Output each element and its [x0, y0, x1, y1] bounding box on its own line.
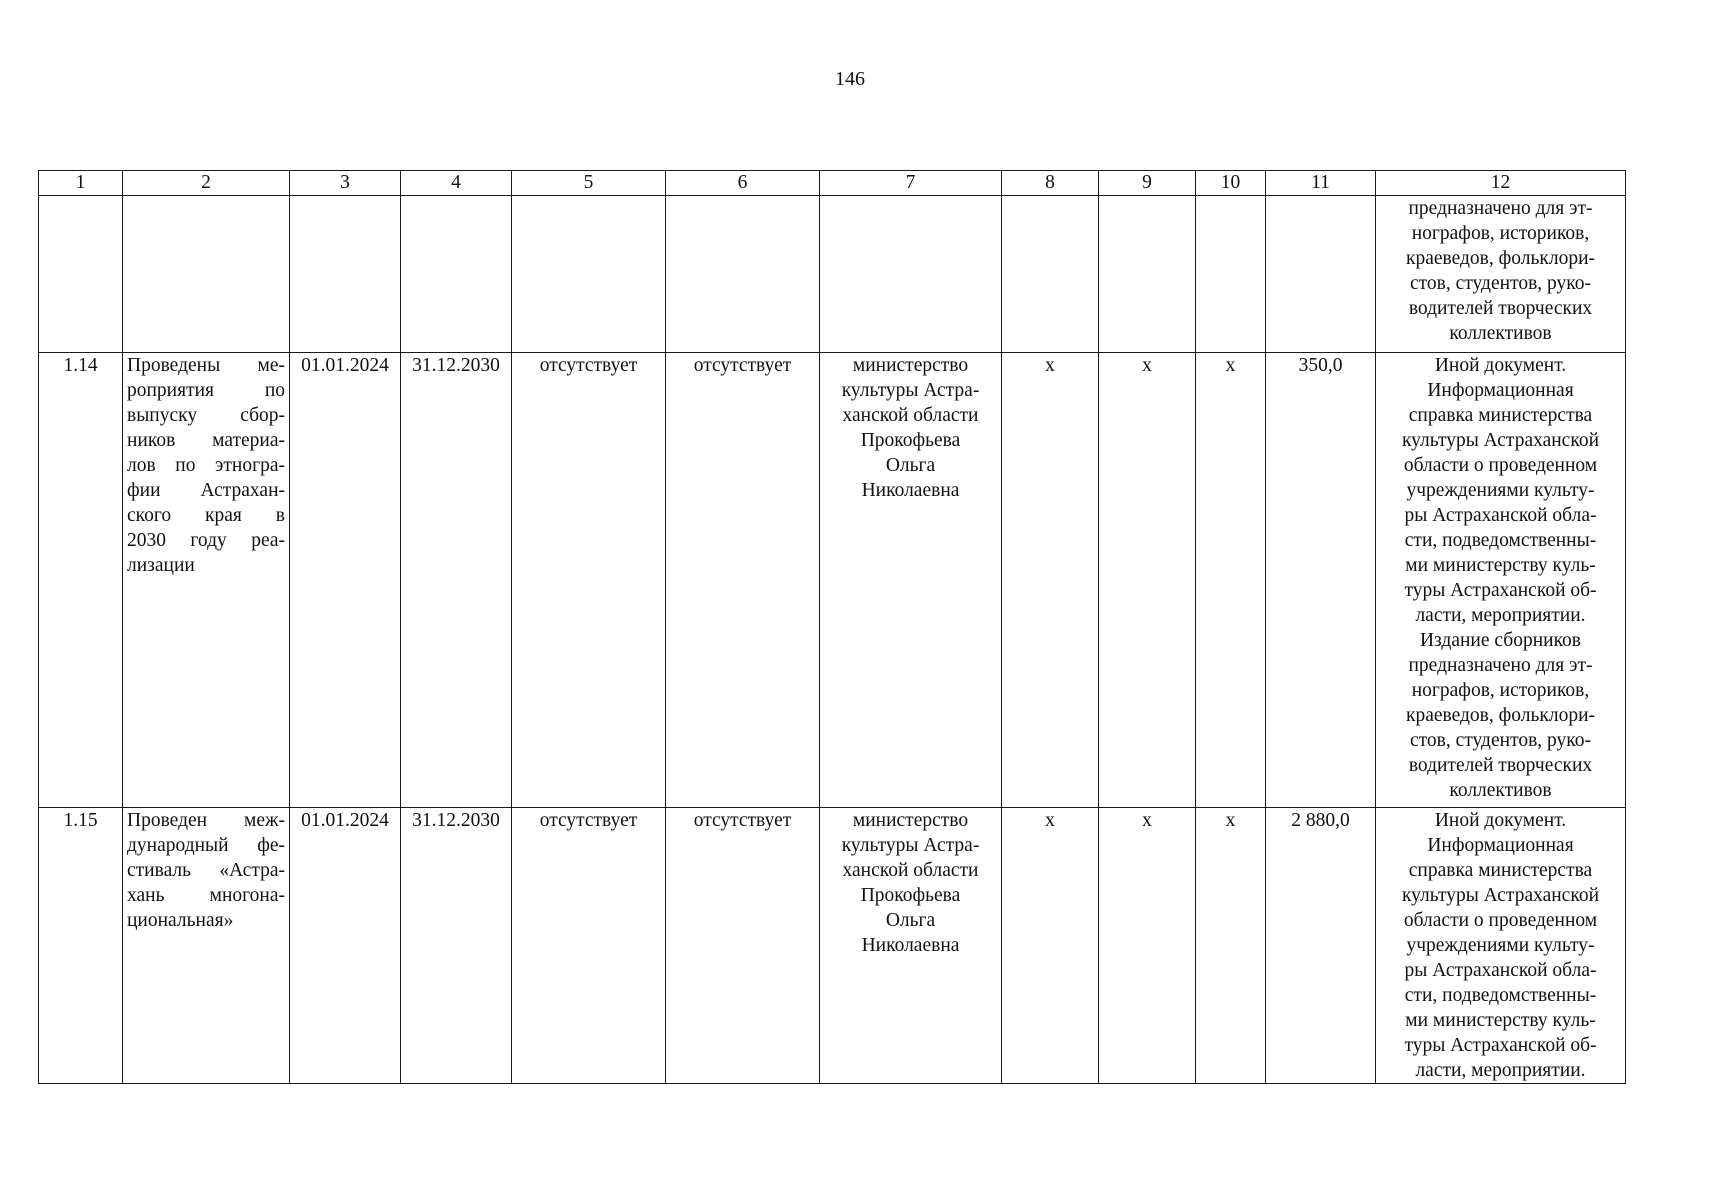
- column-number-row: [39, 171, 1626, 196]
- column-6-value: отсутствует: [666, 808, 820, 1084]
- event-name: Проведены ме- роприятия по выпуску сбор- ников материа- лов по этногра- фии Астрахан- ского края в 2030 году реа- лизации: [123, 353, 290, 808]
- column-number: 4: [401, 171, 512, 196]
- column-number: 2: [123, 171, 290, 196]
- column-number: 12: [1376, 171, 1626, 196]
- column-number: 3: [290, 171, 401, 196]
- column-9-value: х: [1099, 353, 1196, 808]
- column-number: 8: [1002, 171, 1099, 196]
- end-date: 31.12.2030: [401, 353, 512, 808]
- column-number: 10: [1196, 171, 1266, 196]
- amount: 350,0: [1266, 353, 1376, 808]
- column-9-value: х: [1099, 808, 1196, 1084]
- continuation-row: [39, 196, 1626, 353]
- table-row: [39, 808, 1626, 1084]
- amount: 2 880,0: [1266, 808, 1376, 1084]
- start-date: 01.01.2024: [290, 808, 401, 1084]
- column-5-value: отсутствует: [512, 808, 666, 1084]
- column-number: 11: [1266, 171, 1376, 196]
- page-number: 146: [835, 68, 865, 90]
- document-description: Иной документ. Информационная справка министерства культуры Астраханской области о проведенном учреждениями культу- ры Астраханской обла- сти, подведомственны- ми министерству куль- туры Астраханской об- ласти, мероприятии. Издание сборников предназначено для эт- нографов, историков, краеведов, фольклори- стов, студентов, руко- водителей творческих коллективов: [1376, 353, 1626, 808]
- event-name: Проведен меж- дународный фе- стиваль «Астра- хань многона- циональная»: [123, 808, 290, 1084]
- responsible: министерство культуры Астра- ханской области Прокофьева Ольга Николаевна: [820, 353, 1002, 808]
- responsible: министерство культуры Астра- ханской области Прокофьева Ольга Николаевна: [820, 808, 1002, 1084]
- table-row: [39, 353, 1626, 808]
- row-number: 1.14: [39, 353, 123, 808]
- column-8-value: х: [1002, 808, 1099, 1084]
- document-continuation: предназначено для эт- нографов, историков, краеведов, фольклори- стов, студентов, руко- водителей творческих коллективов: [1376, 196, 1626, 353]
- end-date: 31.12.2030: [401, 808, 512, 1084]
- column-5-value: отсутствует: [512, 353, 666, 808]
- row-number: 1.15: [39, 808, 123, 1084]
- column-number: 9: [1099, 171, 1196, 196]
- column-number: 7: [820, 171, 1002, 196]
- column-10-value: х: [1196, 353, 1266, 808]
- column-number: 5: [512, 171, 666, 196]
- column-number: 6: [666, 171, 820, 196]
- column-10-value: х: [1196, 808, 1266, 1084]
- document-description: Иной документ. Информационная справка министерства культуры Астраханской области о проведенном учреждениями культу- ры Астраханской обла- сти, подведомственны- ми министерству куль- туры Астраханской об- ласти, мероприятии.: [1376, 808, 1626, 1084]
- column-6-value: отсутствует: [666, 353, 820, 808]
- column-8-value: х: [1002, 353, 1099, 808]
- start-date: 01.01.2024: [290, 353, 401, 808]
- events-table: [38, 170, 1626, 1084]
- column-number: 1: [39, 171, 123, 196]
